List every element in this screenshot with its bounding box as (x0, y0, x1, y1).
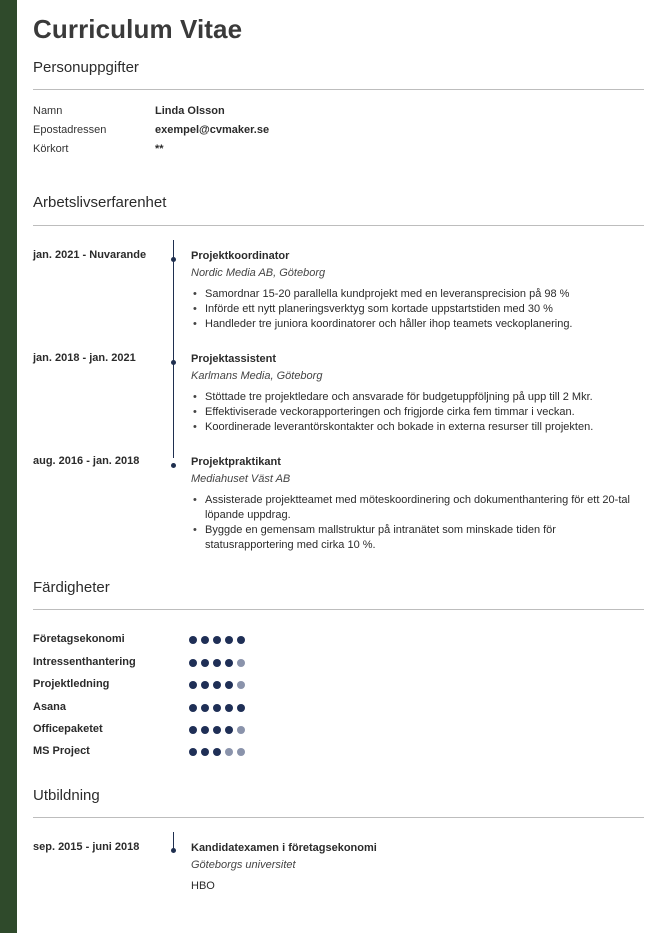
skill-dot-empty (225, 748, 233, 756)
skill-dot-filled (213, 636, 221, 644)
skill-dot-filled (225, 704, 233, 712)
job-bullets (191, 493, 644, 553)
skill-dot-filled (201, 681, 209, 689)
skill-level-dots (189, 726, 245, 734)
job-dates: jan. 2018 - jan. 2021 (33, 352, 136, 364)
skill-dot-filled (213, 681, 221, 689)
skill-level-dots (189, 681, 245, 689)
education-dates: sep. 2015 - juni 2018 (33, 841, 140, 853)
job-bullet: • Samordnar 15-20 parallella kundprojekt med en leveransprecision på 98 % (205, 287, 644, 302)
job-bullets (191, 390, 644, 435)
sidebar-accent-bar (0, 0, 17, 933)
job-bullet: • Effektiviserade veckorapporteringen och frigjorde cirka fem timmar i veckan. (205, 405, 644, 420)
section-divider (33, 225, 644, 226)
skill-name: Intressenthantering (33, 656, 136, 668)
section-title-skills: Färdigheter (33, 579, 110, 596)
skill-dot-filled (201, 726, 209, 734)
job-entry (191, 249, 644, 332)
skill-dot-filled (213, 748, 221, 756)
skill-dot-filled (189, 681, 197, 689)
timeline-dot (171, 257, 176, 262)
timeline-dot (171, 360, 176, 365)
skill-name: Asana (33, 701, 67, 713)
email-label: Epostadressen (33, 124, 107, 136)
timeline-dot (171, 463, 176, 468)
job-bullets (191, 287, 644, 332)
skill-dot-filled (225, 659, 233, 667)
skill-dot-filled (213, 704, 221, 712)
skill-name: MS Project (33, 745, 90, 757)
section-title-work: Arbetslivserfarenhet (33, 194, 167, 211)
skill-dot-empty (237, 748, 245, 756)
skill-dot-filled (213, 726, 221, 734)
skill-dot-filled (201, 659, 209, 667)
email-value: exempel@cvmaker.se (155, 124, 270, 136)
skill-level-dots (189, 636, 245, 644)
skill-dot-empty (237, 681, 245, 689)
skill-name: Officepaketet (33, 723, 103, 735)
job-employer: Mediahuset Väst AB (191, 473, 291, 485)
skill-dot-filled (201, 636, 209, 644)
skill-dot-filled (237, 704, 245, 712)
job-bullet: • Införde ett nytt planeringsverktyg som kortade uppstartstiden med 30 % (205, 302, 644, 317)
skill-dot-filled (201, 748, 209, 756)
school-name: Göteborgs universitet (191, 859, 296, 871)
skill-dot-filled (225, 681, 233, 689)
job-bullet: • Koordinerade leverantörskontakter och bokade in externa resurser till projekten. (205, 420, 644, 435)
license-value: ** (155, 143, 164, 155)
job-bullet: • Byggde en gemensam mallstruktur på intranätet som minskade tiden för statusrapportering med cirka 10 %. (205, 523, 644, 553)
skill-dot-filled (189, 659, 197, 667)
job-bullet: • Assisterade projektteamet med möteskoordinering och dokumenthantering för ett 20-tal löpande uppdrag. (205, 493, 644, 523)
skill-dot-filled (189, 636, 197, 644)
skill-dot-empty (237, 726, 245, 734)
job-entry (191, 352, 644, 435)
name-label: Namn (33, 105, 63, 117)
job-entry (191, 455, 644, 553)
skill-dot-filled (189, 704, 197, 712)
timeline-line (173, 240, 174, 458)
section-title-personal: Personuppgifter (33, 59, 139, 76)
license-label: Körkort (33, 143, 69, 155)
skill-dot-filled (237, 636, 245, 644)
section-divider (33, 609, 644, 610)
skill-dot-empty (237, 659, 245, 667)
job-dates: jan. 2021 - Nuvarande (33, 249, 147, 261)
job-title: Projektpraktikant (191, 456, 281, 468)
skill-name: Företagsekonomi (33, 633, 125, 645)
education-entry (191, 841, 644, 894)
skill-dot-filled (201, 704, 209, 712)
timeline-dot (171, 848, 176, 853)
job-dates: aug. 2016 - jan. 2018 (33, 455, 140, 467)
section-title-education: Utbildning (33, 787, 100, 804)
job-title: Projektkoordinator (191, 250, 290, 262)
skill-dot-filled (189, 726, 197, 734)
job-title: Projektassistent (191, 353, 276, 365)
skill-level-dots (189, 659, 245, 667)
skill-dot-filled (189, 748, 197, 756)
job-employer: Karlmans Media, Göteborg (191, 370, 323, 382)
section-divider (33, 817, 644, 818)
job-employer: Nordic Media AB, Göteborg (191, 267, 326, 279)
skill-dot-filled (225, 636, 233, 644)
page-title: Curriculum Vitae (33, 14, 243, 44)
skill-dot-filled (213, 659, 221, 667)
skill-name: Projektledning (33, 678, 110, 690)
job-bullet: • Handleder tre juniora koordinatorer och håller ihop teamets veckoplanering. (205, 317, 644, 332)
skill-dot-filled (225, 726, 233, 734)
degree-title: Kandidatexamen i företagsekonomi (191, 842, 377, 854)
education-level: HBO (191, 880, 215, 892)
skill-level-dots (189, 704, 245, 712)
name-value: Linda Olsson (155, 105, 225, 117)
skill-level-dots (189, 748, 245, 756)
job-bullet: • Stöttade tre projektledare och ansvarade för budgetuppföljning på upp till 2 Mkr. (205, 390, 644, 405)
section-divider (33, 89, 644, 90)
